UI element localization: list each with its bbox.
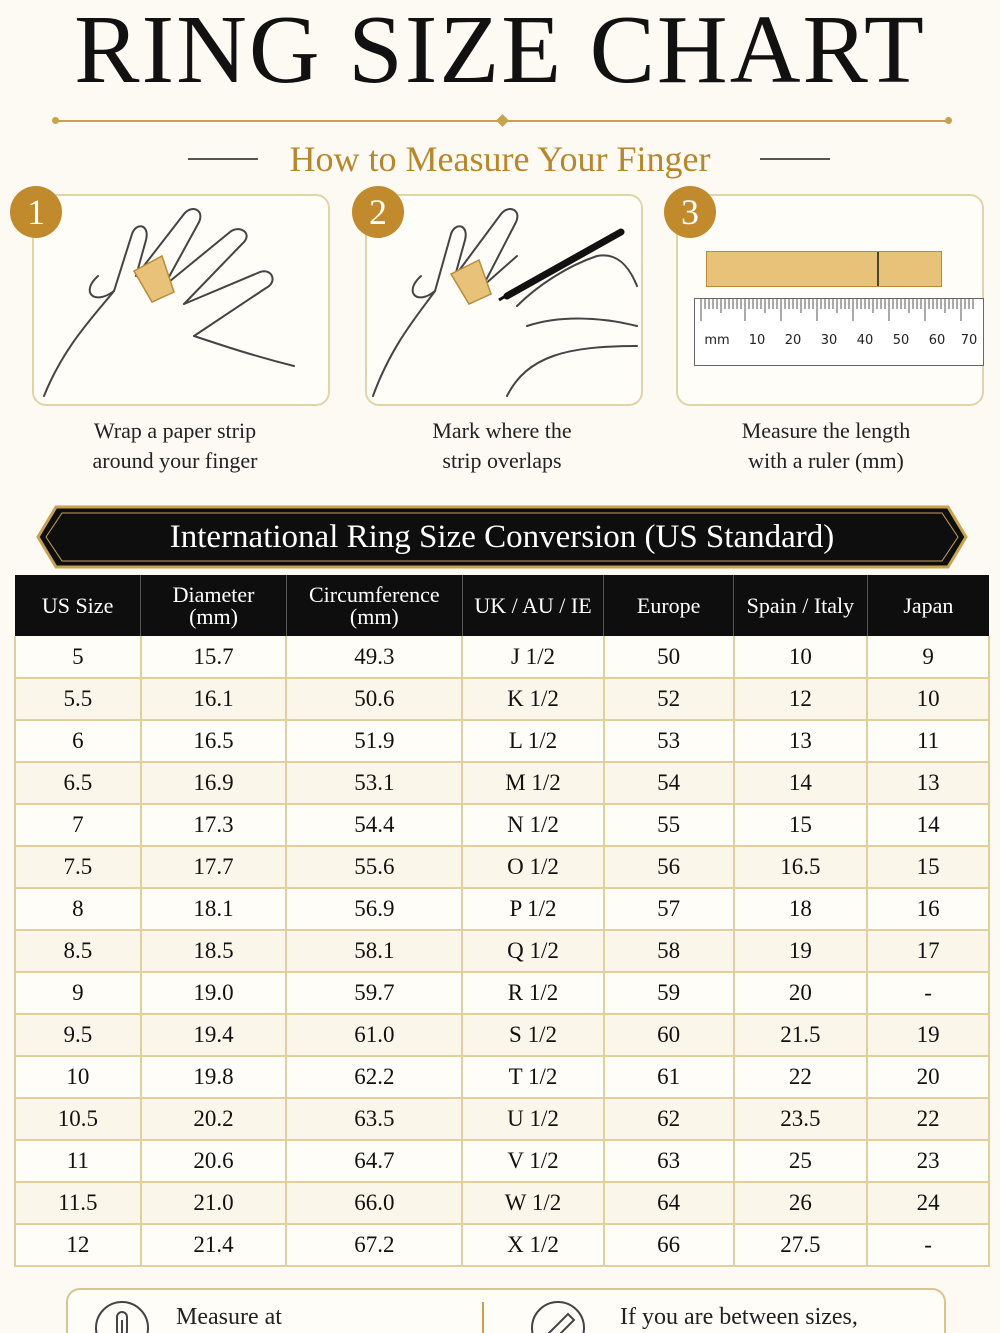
table-cell: - bbox=[867, 1224, 989, 1266]
table-row bbox=[15, 888, 989, 930]
table-cell: 18.1 bbox=[141, 888, 287, 930]
column-header bbox=[286, 575, 462, 636]
table-cell: 51.9 bbox=[286, 720, 462, 762]
step-3-card bbox=[676, 194, 984, 406]
step-2-caption-line1: Mark where the bbox=[432, 418, 572, 443]
table-cell: 19.4 bbox=[141, 1014, 287, 1056]
table-row bbox=[15, 1140, 989, 1182]
table-cell: 10 bbox=[15, 1056, 141, 1098]
table-cell: 62 bbox=[604, 1098, 734, 1140]
column-header-text: Japan bbox=[903, 592, 954, 618]
table-cell: 66.0 bbox=[286, 1182, 462, 1224]
table-cell: 54 bbox=[604, 762, 734, 804]
table-cell: 22 bbox=[734, 1056, 868, 1098]
paper-strip bbox=[706, 251, 942, 287]
table-cell: O 1/2 bbox=[462, 846, 604, 888]
column-header bbox=[462, 575, 604, 636]
table-cell: 24 bbox=[867, 1182, 989, 1224]
table-cell: 63.5 bbox=[286, 1098, 462, 1140]
table-row bbox=[15, 636, 989, 678]
table-cell: 8 bbox=[15, 888, 141, 930]
table-cell: 20.2 bbox=[141, 1098, 287, 1140]
table-cell: W 1/2 bbox=[462, 1182, 604, 1224]
table-cell: T 1/2 bbox=[462, 1056, 604, 1098]
thermometer-icon bbox=[92, 1298, 152, 1333]
table-cell: 21.4 bbox=[141, 1224, 287, 1266]
table-cell: 16.5 bbox=[734, 846, 868, 888]
table-row bbox=[15, 1014, 989, 1056]
table-row bbox=[15, 972, 989, 1014]
table-cell: X 1/2 bbox=[462, 1224, 604, 1266]
ruler-unit: mm bbox=[704, 333, 730, 348]
table-cell: 59 bbox=[604, 972, 734, 1014]
overlap-mark bbox=[877, 252, 879, 286]
table-cell: N 1/2 bbox=[462, 804, 604, 846]
table-cell: 7.5 bbox=[15, 846, 141, 888]
column-header bbox=[141, 575, 287, 636]
table-cell: 6.5 bbox=[15, 762, 141, 804]
step-1-card bbox=[32, 194, 330, 406]
table-cell: 53.1 bbox=[286, 762, 462, 804]
table-cell: J 1/2 bbox=[462, 636, 604, 678]
table-cell: 5.5 bbox=[15, 678, 141, 720]
step-1-badge: 1 bbox=[10, 186, 62, 238]
table-cell: 11.5 bbox=[15, 1182, 141, 1224]
step-2-card bbox=[365, 194, 643, 406]
table-cell: 57 bbox=[604, 888, 734, 930]
column-header-unit: (mm) bbox=[349, 603, 399, 629]
table-cell: 64.7 bbox=[286, 1140, 462, 1182]
table-cell: 22 bbox=[867, 1098, 989, 1140]
table-cell: 14 bbox=[734, 762, 868, 804]
table-cell: Q 1/2 bbox=[462, 930, 604, 972]
hand-pen-mark-icon bbox=[367, 196, 641, 404]
table-cell: L 1/2 bbox=[462, 720, 604, 762]
table-cell: U 1/2 bbox=[462, 1098, 604, 1140]
ruler-tick-label: 50 bbox=[892, 333, 910, 348]
ruler-tick-label: 30 bbox=[820, 333, 838, 348]
step-3-caption-line1: Measure the length bbox=[741, 418, 911, 443]
table-cell: 9 bbox=[867, 636, 989, 678]
step-2-badge: 2 bbox=[352, 186, 404, 238]
table-cell: 14 bbox=[867, 804, 989, 846]
table-row bbox=[15, 1224, 989, 1266]
table-cell: 61.0 bbox=[286, 1014, 462, 1056]
table-cell: 8.5 bbox=[15, 930, 141, 972]
table-cell: 58.1 bbox=[286, 930, 462, 972]
table-cell: 17 bbox=[867, 930, 989, 972]
table-cell: 15 bbox=[734, 804, 868, 846]
table-cell: 17.7 bbox=[141, 846, 287, 888]
column-header bbox=[604, 575, 734, 636]
table-cell: 19.0 bbox=[141, 972, 287, 1014]
table-cell: 10 bbox=[867, 678, 989, 720]
table-cell: 56.9 bbox=[286, 888, 462, 930]
table-cell: 19 bbox=[867, 1014, 989, 1056]
table-cell: 19 bbox=[734, 930, 868, 972]
table-cell: S 1/2 bbox=[462, 1014, 604, 1056]
ruler-ticks bbox=[695, 299, 983, 329]
table-cell: 16.9 bbox=[141, 762, 287, 804]
table-cell: 55.6 bbox=[286, 846, 462, 888]
table-cell: 23 bbox=[867, 1140, 989, 1182]
column-header bbox=[15, 575, 141, 636]
column-header-text: UK / AU / IE bbox=[474, 592, 592, 618]
table-cell: 50 bbox=[604, 636, 734, 678]
step-3-caption-line2: with a ruler (mm) bbox=[748, 448, 904, 473]
table-cell: 55 bbox=[604, 804, 734, 846]
table-row bbox=[15, 846, 989, 888]
table-cell: M 1/2 bbox=[462, 762, 604, 804]
table-row bbox=[15, 1056, 989, 1098]
table-cell: 61 bbox=[604, 1056, 734, 1098]
table-cell: 9 bbox=[15, 972, 141, 1014]
ruler-labels bbox=[695, 333, 983, 348]
table-cell: 25 bbox=[734, 1140, 868, 1182]
table-cell: V 1/2 bbox=[462, 1140, 604, 1182]
divider-diamond bbox=[496, 114, 509, 127]
section-subtitle: How to Measure Your Finger bbox=[289, 139, 711, 179]
table-cell: 62.2 bbox=[286, 1056, 462, 1098]
step-1-caption-line2: around your finger bbox=[92, 448, 258, 473]
table-cell: 11 bbox=[867, 720, 989, 762]
table-cell: 20 bbox=[734, 972, 868, 1014]
ruler-tick-label: 60 bbox=[928, 333, 946, 348]
step-2-caption-line2: strip overlaps bbox=[442, 448, 562, 473]
table-cell: 5 bbox=[15, 636, 141, 678]
step-1-caption bbox=[32, 416, 318, 476]
step-2-caption bbox=[365, 416, 639, 476]
tip-right-text: If you are between sizes, bbox=[620, 1304, 858, 1330]
table-cell: 66 bbox=[604, 1224, 734, 1266]
subtitle-line-right bbox=[760, 158, 830, 160]
ring-size-table bbox=[14, 575, 990, 1267]
table-cell: 10 bbox=[734, 636, 868, 678]
table-cell: 18.5 bbox=[141, 930, 287, 972]
table-cell: K 1/2 bbox=[462, 678, 604, 720]
table-cell: 58 bbox=[604, 930, 734, 972]
table-cell: 6 bbox=[15, 720, 141, 762]
table-cell: 10.5 bbox=[15, 1098, 141, 1140]
table-row bbox=[15, 720, 989, 762]
tips-divider bbox=[482, 1302, 484, 1333]
table-cell: 9.5 bbox=[15, 1014, 141, 1056]
table-cell: 13 bbox=[867, 762, 989, 804]
ruler-tick-label: 10 bbox=[748, 333, 766, 348]
table-cell: 23.5 bbox=[734, 1098, 868, 1140]
column-header-text: Diameter bbox=[172, 581, 255, 607]
table-row bbox=[15, 1098, 989, 1140]
table-cell: 63 bbox=[604, 1140, 734, 1182]
table-row bbox=[15, 804, 989, 846]
table-cell: 59.7 bbox=[286, 972, 462, 1014]
ruler-tick-label: 40 bbox=[856, 333, 874, 348]
column-header bbox=[867, 575, 989, 636]
table-cell: - bbox=[867, 972, 989, 1014]
table-cell: 13 bbox=[734, 720, 868, 762]
column-header-text: Spain / Italy bbox=[746, 592, 855, 618]
table-header-row bbox=[15, 575, 989, 636]
table-cell: 18 bbox=[734, 888, 868, 930]
step-3-badge: 3 bbox=[664, 186, 716, 238]
step-1-caption-line1: Wrap a paper strip bbox=[93, 418, 257, 443]
table-cell: 17.3 bbox=[141, 804, 287, 846]
banner-title: International Ring Size Conversion (US Standard) bbox=[169, 519, 835, 555]
pencil-icon bbox=[528, 1298, 588, 1333]
column-header-text: Europe bbox=[636, 592, 701, 618]
table-row bbox=[15, 1182, 989, 1224]
column-header-unit: (mm) bbox=[189, 603, 238, 629]
table-cell: 7 bbox=[15, 804, 141, 846]
table-cell: 15.7 bbox=[141, 636, 287, 678]
table-cell: 19.8 bbox=[141, 1056, 287, 1098]
table-cell: 21.5 bbox=[734, 1014, 868, 1056]
table-cell: R 1/2 bbox=[462, 972, 604, 1014]
table-cell: 26 bbox=[734, 1182, 868, 1224]
table-cell: 64 bbox=[604, 1182, 734, 1224]
column-header-text: Circumference bbox=[308, 581, 440, 607]
table-cell: 20 bbox=[867, 1056, 989, 1098]
hand-paper-strip-icon bbox=[34, 196, 328, 404]
page-title: RING SIZE CHART bbox=[74, 0, 926, 104]
table-cell: P 1/2 bbox=[462, 888, 604, 930]
ruler-icon bbox=[694, 298, 984, 366]
table-cell: 16 bbox=[867, 888, 989, 930]
table-cell: 54.4 bbox=[286, 804, 462, 846]
table-cell: 16.1 bbox=[141, 678, 287, 720]
step-3-caption bbox=[676, 416, 976, 476]
table-row bbox=[15, 930, 989, 972]
table-cell: 20.6 bbox=[141, 1140, 287, 1182]
table-cell: 50.6 bbox=[286, 678, 462, 720]
table-cell: 49.3 bbox=[286, 636, 462, 678]
table-cell: 27.5 bbox=[734, 1224, 868, 1266]
ruler-tick-label: 20 bbox=[784, 333, 802, 348]
table-row bbox=[15, 762, 989, 804]
table-cell: 56 bbox=[604, 846, 734, 888]
divider-dot-right bbox=[945, 117, 952, 124]
tip-left-text: Measure at bbox=[176, 1304, 282, 1330]
ruler-tick-label: 70 bbox=[960, 333, 978, 348]
table-cell: 12 bbox=[15, 1224, 141, 1266]
table-row bbox=[15, 678, 989, 720]
table-cell: 53 bbox=[604, 720, 734, 762]
table-cell: 67.2 bbox=[286, 1224, 462, 1266]
table-body bbox=[15, 636, 989, 1266]
table-cell: 16.5 bbox=[141, 720, 287, 762]
divider-dot-left bbox=[52, 117, 59, 124]
table-cell: 21.0 bbox=[141, 1182, 287, 1224]
table-cell: 60 bbox=[604, 1014, 734, 1056]
column-header-text: US Size bbox=[41, 592, 114, 618]
table-cell: 52 bbox=[604, 678, 734, 720]
column-header bbox=[734, 575, 868, 636]
table-cell: 12 bbox=[734, 678, 868, 720]
table-cell: 11 bbox=[15, 1140, 141, 1182]
table-cell: 15 bbox=[867, 846, 989, 888]
